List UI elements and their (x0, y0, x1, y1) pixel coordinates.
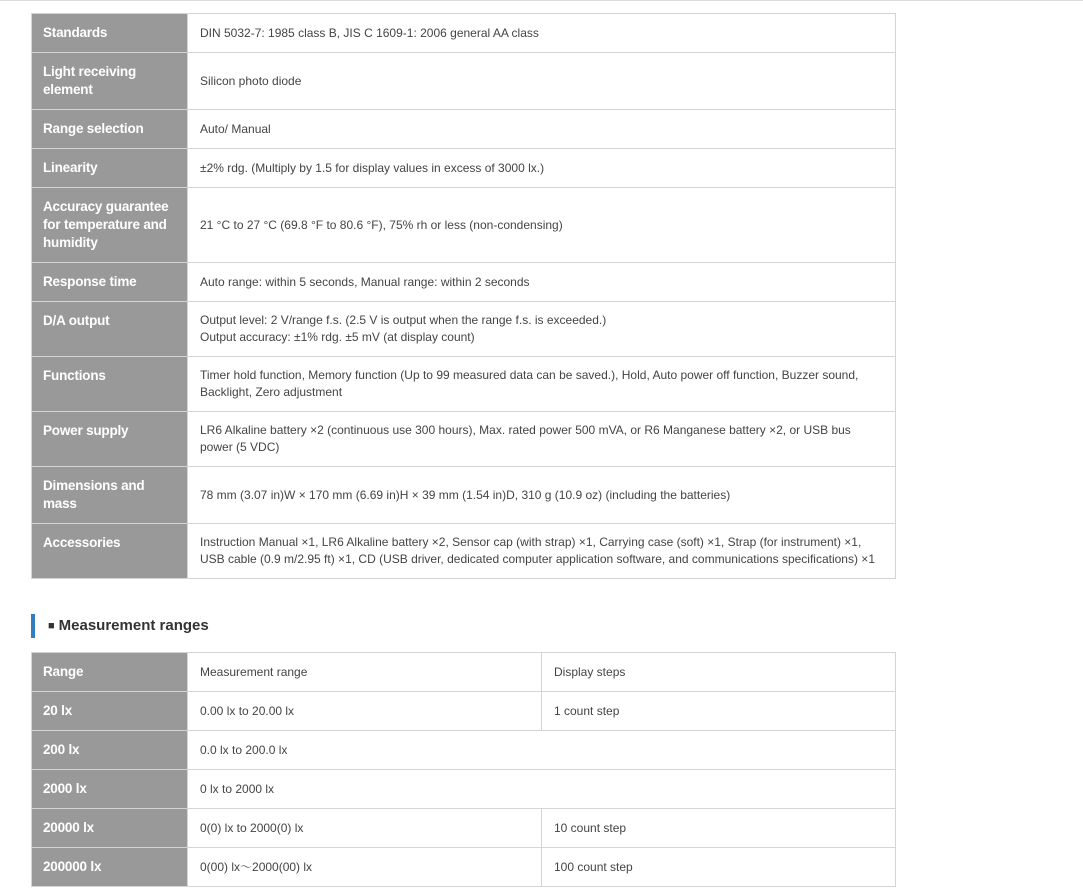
range-label: 2000 lx (32, 770, 188, 809)
measurement-range-value: 0 lx to 2000 lx (188, 770, 896, 809)
measurement-range-value: 0(00) lx〜2000(00) lx (188, 848, 542, 887)
range-row (32, 809, 896, 848)
spec-value: Silicon photo diode (188, 53, 896, 110)
spec-row-da-output (32, 302, 896, 357)
spec-row-response-time (32, 263, 896, 302)
spec-label: Accuracy guarantee for temperature and humidity (32, 188, 188, 263)
spec-value: Timer hold function, Memory function (Up to 99 measured data can be saved.), Hold, Auto power off function, Buzzer sound, Backlight, Zero adjustment (188, 357, 896, 412)
spec-row-light-receiving-element (32, 53, 896, 110)
spec-value (188, 302, 896, 357)
display-steps-value: 1 count step (542, 692, 896, 731)
spec-value: 78 mm (3.07 in)W × 170 mm (6.69 in)H × 39 mm (1.54 in)D, 310 g (10.9 oz) (including the batteries) (188, 467, 896, 524)
range-label: 200 lx (32, 731, 188, 770)
spec-row-accessories (32, 524, 896, 579)
spec-value-line: Output level: 2 V/range f.s. (2.5 V is output when the range f.s. is exceeded.) (200, 313, 607, 327)
header-measurement-range: Measurement range (188, 653, 542, 692)
spec-row-functions (32, 357, 896, 412)
spec-row-standards (32, 14, 896, 53)
spec-label: Functions (32, 357, 188, 412)
measurement-range-value: 0.0 lx to 200.0 lx (188, 731, 896, 770)
spec-value: DIN 5032-7: 1985 class B, JIS C 1609-1: 2006 general AA class (188, 14, 896, 53)
square-bullet-icon: ■ (48, 620, 55, 632)
range-row (32, 692, 896, 731)
spec-value: Auto/ Manual (188, 110, 896, 149)
spec-row-power-supply (32, 412, 896, 467)
spec-row-linearity (32, 149, 896, 188)
range-label: 20 lx (32, 692, 188, 731)
spec-row-dimensions-and-mass (32, 467, 896, 524)
spec-label: Range selection (32, 110, 188, 149)
range-row (32, 770, 896, 809)
spec-row-range-selection (32, 110, 896, 149)
specifications-table (31, 13, 896, 579)
spec-label: Accessories (32, 524, 188, 579)
spec-label: Light receiving element (32, 53, 188, 110)
spec-value: Auto range: within 5 seconds, Manual range: within 2 seconds (188, 263, 896, 302)
top-divider (0, 0, 1083, 1)
measurement-ranges-table (31, 652, 896, 887)
header-display-steps: Display steps (542, 653, 896, 692)
spec-label: Standards (32, 14, 188, 53)
spec-value: ±2% rdg. (Multiply by 1.5 for display values in excess of 3000 lx.) (188, 149, 896, 188)
spec-value-line: Output accuracy: ±1% rdg. ±5 mV (at display count) (200, 330, 475, 344)
spec-value: 21 °C to 27 °C (69.8 °F to 80.6 °F), 75% rh or less (non-condensing) (188, 188, 896, 263)
range-label: 200000 lx (32, 848, 188, 887)
header-range: Range (32, 653, 188, 692)
range-row (32, 848, 896, 887)
spec-value: LR6 Alkaline battery ×2 (continuous use 300 hours), Max. rated power 500 mVA, or R6 Manganese battery ×2, or USB bus power (5 VDC) (188, 412, 896, 467)
spec-value: Instruction Manual ×1, LR6 Alkaline battery ×2, Sensor cap (with strap) ×1, Carrying case (soft) ×1, Strap (for instrument) ×1, USB cable (0.9 m/2.95 ft) ×1, CD (USB driver, dedicated computer application software, and communications specifications) ×1 (188, 524, 896, 579)
measurement-range-value: 0(0) lx to 2000(0) lx (188, 809, 542, 848)
heading-accent-bar (31, 614, 35, 638)
spec-label: Dimensions and mass (32, 467, 188, 524)
spec-row-accuracy-guarantee (32, 188, 896, 263)
display-steps-value: 10 count step (542, 809, 896, 848)
spec-label: Response time (32, 263, 188, 302)
spec-label: Linearity (32, 149, 188, 188)
spec-label: Power supply (32, 412, 188, 467)
measurement-range-value: 0.00 lx to 20.00 lx (188, 692, 542, 731)
section-title: Measurement ranges (58, 617, 209, 634)
spec-label: D/A output (32, 302, 188, 357)
range-row (32, 731, 896, 770)
range-header-row (32, 653, 896, 692)
range-label: 20000 lx (32, 809, 188, 848)
display-steps-value: 100 count step (542, 848, 896, 887)
section-heading-measurement-ranges (31, 614, 209, 638)
